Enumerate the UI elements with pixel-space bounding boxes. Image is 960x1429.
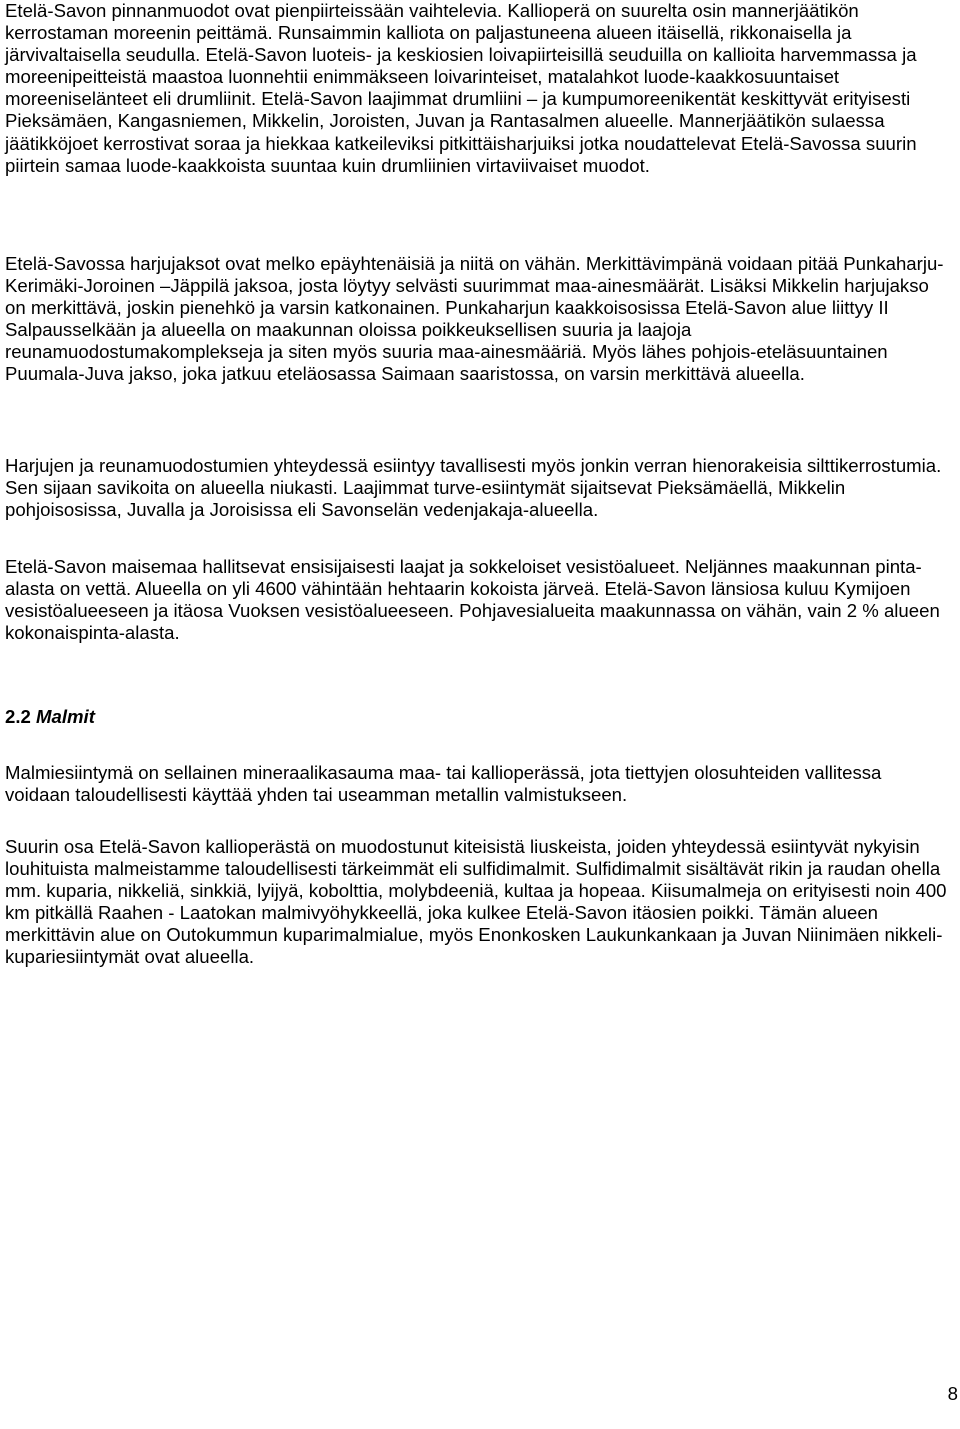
paragraph-sulfide-ores: Suurin osa Etelä-Savon kallioperästä on muodostunut kiteisistä liuskeista, joiden yhteydessä esiintyvät nykyisin louhituista malmeistamme taloudellisesti tärkeimmät eli sulfidimalmit. Sulfidimalmit sisältävät rikin ja raudan ohella mm. kuparia, nikkeliä, sinkkiä, lyijyä, kobolttia, molybdeeniä, kultaa ja hopeaa. Kiisumalmeja on erityisesti noin 400 km pitkällä Raahen - Laatokan malmivyöhykkeellä, joka kulkee Etelä-Savon itäosien poikki. Tämän alueen merkittävin alue on Outokummun kuparimalmialue, myös Enonkosken Laukunkankaan ja Juvan Niinimäen nikkeli-kupariesiintymät ovat alueella. bbox=[5, 836, 947, 968]
paragraph-ore-definition: Malmiesiintymä on sellainen mineraalikasauma maa- tai kallioperässä, jota tiettyjen olosuhteiden vallitessa voidaan taloudellisesti käyttää yhden tai useamman metallin valmistukseen. bbox=[5, 762, 882, 806]
section-title: Malmit bbox=[36, 706, 95, 727]
paragraph-landforms: Etelä-Savon pinnanmuodot ovat pienpiirteissään vaihtelevia. Kallioperä on suurelta osin mannerjäätikön kerrostaman moreenin peittämä. Runsaimmin kalliota on paljastuneena alueen itäisellä, rikkonaisella ja järvivaltaisella seudulla. Etelä-Savon luoteis- ja keskiosien loivapiirteisillä seuduilla on kallioita harvemmassa ja moreenipeitteistä maastoa luonnehtii enimmäkseen loivarinteiset, matalahkot luode-kaakkosuuntaiset moreeniselänteet eli drumliinit. Etelä-Savon laajimmat drumliini – ja kumpumoreenikentät keskittyvät erityisesti Pieksämäen, Kangasniemen, Mikkelin, Joroisten, Juvan ja Rantasalmen alueelle. Mannerjäätikön sulaessa jäätikköjoet kerrostivat soraa ja hiekkaa katkeileviksi pitkittäisharjuiksi jotka noudattelevat Etelä-Savossa suurin piirtein samaa luode-kaakkoista suuntaa kuin drumliinien virtaviivaiset muodot. bbox=[5, 0, 917, 176]
paragraph-waterways: Etelä-Savon maisemaa hallitsevat ensisijaisesti laajat ja sokkeloiset vesistöalueet. Neljännes maakunnan pinta-alasta on vettä. Alueella on yli 4600 vähintään hehtaarin kokoista järveä. Etelä-Savon länsiosa kuluu Kymijoen vesistöalueeseen ja itäosa Vuoksen vesistöalueeseen. Pohjavesialueita maakunnassa on vähän, vain 2 % alueen kokonaispinta-alasta. bbox=[5, 556, 940, 644]
page-number: 8 bbox=[947, 1383, 958, 1404]
paragraph-silt-peat: Harjujen ja reunamuodostumien yhteydessä esiintyy tavallisesti myös jonkin verran hienorakeisia silttikerrostumia. Sen sijaan savikoita on alueella niukasti. Laajimmat turve-esiintymät sijaitsevat Pieksämäellä, Mikkelin pohjoisosissa, Juvalla ja Joroisissa eli Savonselän vedenjakaja-alueella. bbox=[5, 455, 942, 521]
section-heading bbox=[5, 706, 95, 728]
section-number: 2.2 bbox=[5, 706, 31, 727]
paragraph-eskers: Etelä-Savossa harjujaksot ovat melko epäyhtenäisiä ja niitä on vähän. Merkittävimpänä voidaan pitää Punkaharju-Kerimäki-Joroinen –Jäppilä jaksoa, josta löytyy selvästi suurimmat maa-ainesmäärät. Lisäksi Mikkelin harjujakso on merkittävä, joskin pienehkö ja varsin katkonainen. Punkaharjun kaakkoisosissa Etelä-Savon alue liittyy II Salpausselkään ja alueella on maakunnan oloissa poikkeuksellisen suuria ja laajoja reunamuodostumakomplekseja ja siten myös suuria maa-ainesmääriä. Myös lähes pohjois-eteläsuuntainen Puumala-Juva jakso, joka jatkuu eteläosassa Saimaan saaristossa, on varsin merkittävä alueella. bbox=[5, 253, 944, 385]
